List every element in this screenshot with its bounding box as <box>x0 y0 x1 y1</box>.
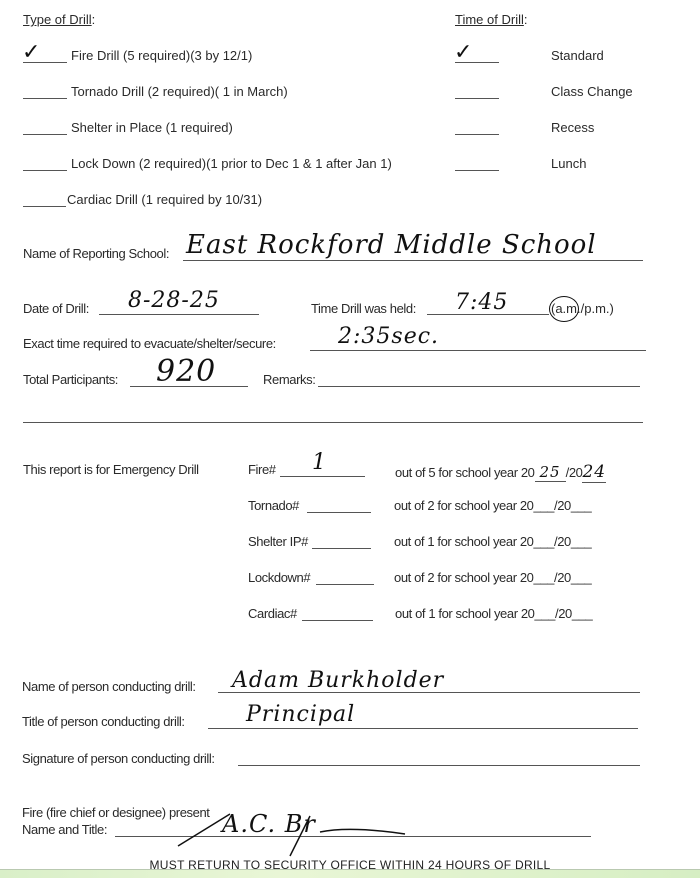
cardiac-count-label: Cardiac# <box>248 606 297 621</box>
fire-official-signature: A.C. Br <box>222 810 316 838</box>
conductor-signature-field[interactable] <box>238 765 640 766</box>
tornado-count-label: Tornado# <box>248 498 300 513</box>
fire-official-label-line1: Fire (fire chief or designee) present <box>22 805 210 820</box>
conductor-title-label: Title of person conducting drill: <box>22 714 185 729</box>
lock-down-checkbox[interactable] <box>23 170 67 171</box>
check-mark-icon: ✓ <box>22 40 41 65</box>
remarks-label: Remarks: <box>263 372 316 387</box>
total-participants-label: Total Participants: <box>23 372 119 387</box>
shelter-year-text: out of 1 for school year 20___/20___ <box>394 534 592 549</box>
date-of-drill-value: 8-28-25 <box>128 288 220 313</box>
fire-count-label: Fire# <box>248 462 276 477</box>
conductor-title-value: Principal <box>246 702 356 727</box>
class-change-checkbox[interactable] <box>455 98 499 99</box>
fire-year-text: out of 5 for school year 20 25 /2024 <box>395 462 607 482</box>
exact-time-value: 2:35sec. <box>338 324 440 349</box>
cardiac-year-text: out of 1 for school year 20___/20___ <box>395 606 593 621</box>
signature-stroke-icon <box>170 808 410 858</box>
exact-time-label: Exact time required to evacuate/shelter/secure: <box>23 336 276 351</box>
shelter-in-place-label: Shelter in Place (1 required) <box>71 120 233 135</box>
fire-year-end[interactable]: 24 <box>582 462 607 482</box>
lockdown-year-text: out of 2 for school year 20___/20___ <box>394 570 592 585</box>
cardiac-drill-label: Cardiac Drill (1 required by 10/31) <box>67 192 263 207</box>
fire-drill-label: Fire Drill (5 required)(3 by 12/1) <box>71 48 253 63</box>
report-intro: This report is for Emergency Drill <box>23 462 199 477</box>
shelter-count-label: Shelter IP# <box>248 534 308 549</box>
am-selected-circle <box>549 296 579 322</box>
lockdown-count-field[interactable] <box>316 584 374 585</box>
date-of-drill-label: Date of Drill: <box>23 301 89 316</box>
fire-official-label-line2: Name and Title: <box>22 822 108 837</box>
tornado-drill-checkbox[interactable] <box>23 98 67 99</box>
recess-label: Recess <box>551 120 595 135</box>
recess-checkbox[interactable] <box>455 134 499 135</box>
lunch-checkbox[interactable] <box>455 170 499 171</box>
shelter-in-place-checkbox[interactable] <box>23 134 67 135</box>
lock-down-label: Lock Down (2 required)(1 prior to Dec 1 & 1 after Jan 1) <box>71 156 392 171</box>
conductor-name-value: Adam Burkholder <box>232 668 445 693</box>
time-held-value: 7:45 <box>455 290 509 315</box>
date-of-drill-field[interactable] <box>99 314 259 315</box>
am-pm-label: (a.m./p.m.) <box>551 301 614 316</box>
tornado-count-field[interactable] <box>307 512 371 513</box>
standard-label: Standard <box>551 48 604 63</box>
fire-count-field[interactable] <box>280 476 365 477</box>
fire-count-value: 1 <box>312 450 327 475</box>
time-held-label: Time Drill was held: <box>311 301 416 316</box>
remarks-field[interactable] <box>318 386 640 387</box>
time-of-drill-header: Time of Drill: <box>455 12 528 27</box>
conductor-signature-label: Signature of person conducting drill: <box>22 751 215 766</box>
type-of-drill-header: Type of Drill: <box>23 12 96 27</box>
school-name-field[interactable] <box>183 260 643 261</box>
conductor-title-field[interactable] <box>208 728 638 729</box>
shelter-count-field[interactable] <box>312 548 371 549</box>
check-mark-icon: ✓ <box>454 40 473 65</box>
lunch-label: Lunch <box>551 156 587 171</box>
total-participants-value: 920 <box>156 354 217 389</box>
tornado-drill-label: Tornado Drill (2 required)( 1 in March) <box>71 84 288 99</box>
conductor-name-label: Name of person conducting drill: <box>22 679 196 694</box>
lockdown-count-label: Lockdown# <box>248 570 311 585</box>
exact-time-field[interactable] <box>310 350 646 351</box>
school-name-label: Name of Reporting School: <box>23 246 170 261</box>
cardiac-drill-checkbox[interactable] <box>23 206 66 207</box>
remarks-field-line-2[interactable] <box>23 422 643 423</box>
fire-year-start[interactable]: 25 <box>535 463 566 482</box>
footer-note: MUST RETURN TO SECURITY OFFICE WITHIN 24 HOURS OF DRILL <box>149 858 551 869</box>
cardiac-count-field[interactable] <box>302 620 373 621</box>
school-name-value: East Rockford Middle School <box>186 230 597 260</box>
tornado-year-text: out of 2 for school year 20___/20___ <box>394 498 592 513</box>
class-change-label: Class Change <box>551 84 633 99</box>
